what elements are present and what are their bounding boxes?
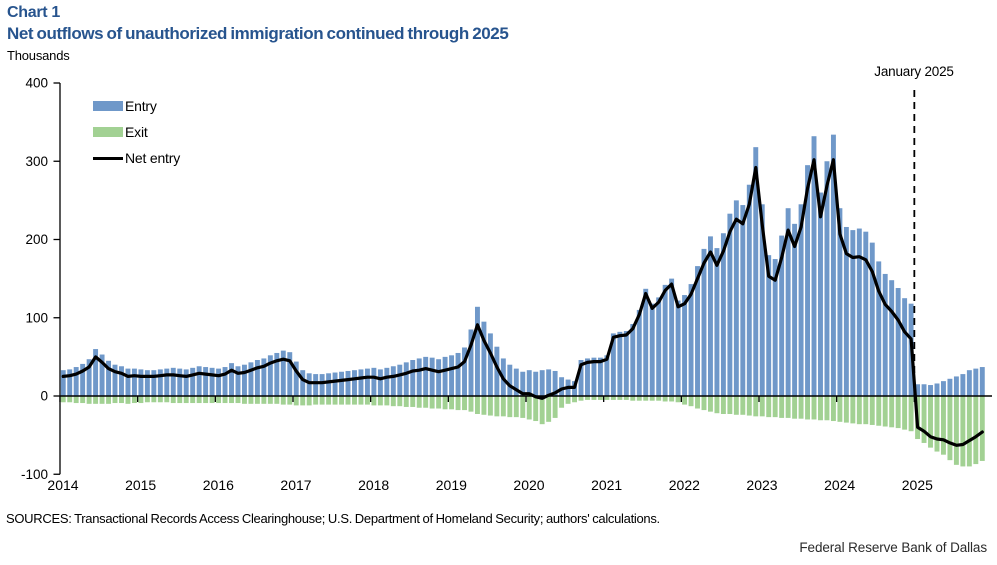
annotation-january-2025: January 2025 xyxy=(874,64,954,79)
chart-number: Chart 1 xyxy=(7,4,61,21)
legend-item-net-entry xyxy=(93,145,180,171)
svg-text:2025: 2025 xyxy=(901,477,933,493)
svg-text:2019: 2019 xyxy=(435,477,467,493)
x-axis xyxy=(47,396,992,493)
svg-text:2017: 2017 xyxy=(280,477,312,493)
svg-text:2016: 2016 xyxy=(202,477,234,493)
sources-note: SOURCES: Transactional Records Access Clearinghouse; U.S. Department of Homeland Security; authors' calculations. xyxy=(6,511,660,526)
net-entry-line-swatch-icon xyxy=(93,157,123,160)
svg-text:2015: 2015 xyxy=(125,477,157,493)
legend-item-entry xyxy=(93,93,180,119)
entry-swatch-icon xyxy=(93,101,123,111)
chart-header xyxy=(7,3,508,63)
legend-label-entry: Entry xyxy=(125,98,157,114)
svg-text:-100: -100 xyxy=(20,466,48,482)
svg-text:200: 200 xyxy=(25,232,48,247)
legend-label-exit: Exit xyxy=(125,124,148,140)
svg-text:400: 400 xyxy=(25,75,48,91)
legend-label-net-entry: Net entry xyxy=(125,150,180,166)
entry-bars xyxy=(61,135,985,396)
legend-item-exit xyxy=(93,119,180,145)
svg-text:300: 300 xyxy=(25,153,48,169)
chart-title: Net outflows of unauthorized immigration continued through 2025 xyxy=(7,24,509,43)
svg-text:0: 0 xyxy=(40,388,48,404)
svg-text:2020: 2020 xyxy=(513,477,545,493)
chart-legend xyxy=(93,93,180,171)
svg-text:2023: 2023 xyxy=(746,477,778,493)
exit-bars xyxy=(61,396,985,466)
svg-text:2014: 2014 xyxy=(47,477,79,493)
svg-text:2021: 2021 xyxy=(591,477,623,493)
y-axis-unit-label: Thousands xyxy=(7,48,70,63)
svg-text:2022: 2022 xyxy=(668,477,700,493)
exit-swatch-icon xyxy=(93,127,123,137)
svg-text:2018: 2018 xyxy=(358,477,390,493)
svg-text:100: 100 xyxy=(25,310,48,326)
attribution: Federal Reserve Bank of Dallas xyxy=(799,540,987,555)
y-axis xyxy=(21,76,60,482)
svg-text:2024: 2024 xyxy=(824,477,856,493)
